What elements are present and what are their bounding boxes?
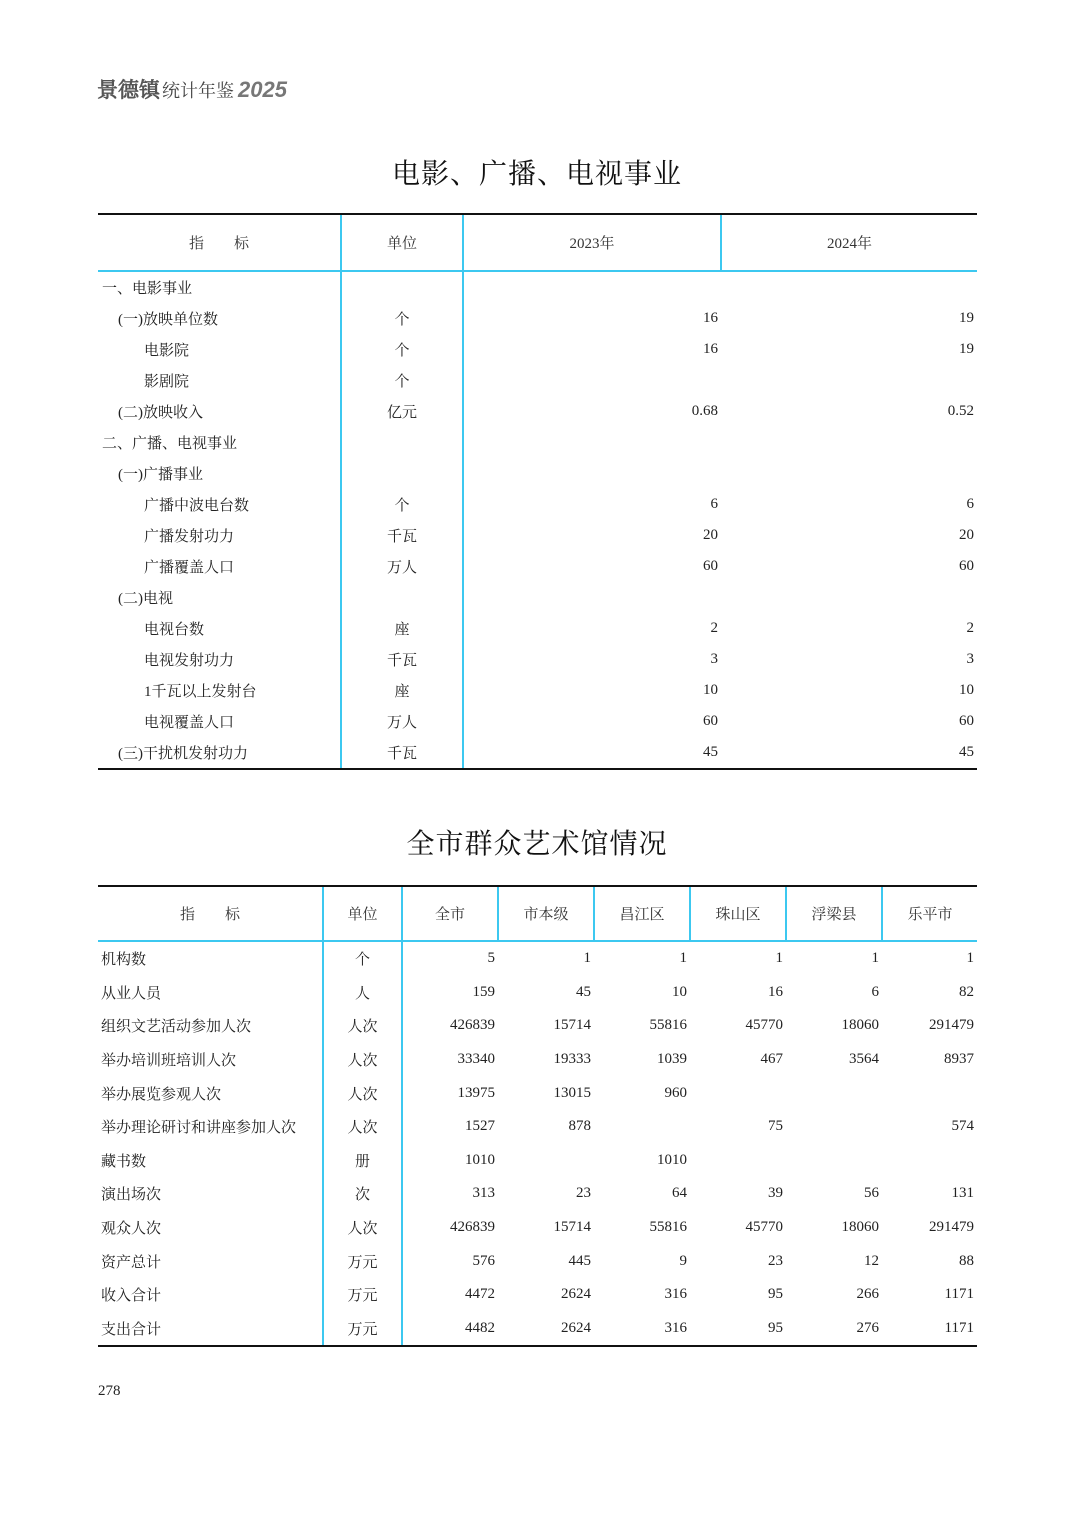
row-label: 组织文艺活动参加人次: [98, 1009, 323, 1043]
value-2024: 6: [966, 496, 974, 512]
row-value: 13975: [457, 1084, 495, 1101]
row-value: [786, 1110, 882, 1144]
row-value: [882, 1076, 977, 1110]
header-subtitle: 统计年鉴: [162, 81, 234, 101]
row-value: 131: [951, 1185, 974, 1202]
value-2024: 3: [966, 651, 974, 667]
art-center-table: [98, 885, 977, 1347]
row-label: (二)放映收入: [98, 396, 341, 427]
row-unit: [341, 271, 463, 303]
value-2023: 20: [703, 527, 718, 543]
page-number: 278: [98, 1383, 121, 1399]
row-value: 878: [568, 1118, 591, 1135]
row-label: 资产总计: [98, 1244, 323, 1278]
row-label: 电视发射功力: [98, 644, 341, 675]
table-row: [98, 1211, 977, 1245]
row-unit: 万人: [341, 706, 463, 737]
row-value: 1171: [882, 1312, 977, 1347]
value-2023: 2: [710, 620, 718, 636]
row-label: 演出场次: [98, 1177, 323, 1211]
table-row: [98, 551, 977, 582]
column-header: 市本级: [498, 886, 594, 941]
row-label: 举办展览参观人次: [98, 1076, 323, 1110]
row-value: 1: [871, 950, 879, 967]
table-row: [98, 675, 977, 706]
row-unit: 次: [323, 1177, 402, 1211]
row-label: 从业人员: [98, 976, 323, 1010]
row-label: (三)干扰机发射功力: [98, 737, 341, 769]
row-value: 45770: [745, 1219, 783, 1236]
table-row: [98, 1009, 977, 1043]
row-value: 5: [487, 950, 495, 967]
value-2023: 60: [703, 558, 718, 574]
row-value: 574: [951, 1118, 974, 1135]
table-row: [98, 1144, 977, 1178]
row-unit: 人: [323, 976, 402, 1010]
value-2024: 45: [721, 737, 977, 769]
col-indicator: 指 标: [98, 214, 341, 271]
table-row: [98, 396, 977, 427]
row-value: 2624: [561, 1286, 591, 1303]
row-value: 276: [786, 1312, 882, 1347]
row-label: 机构数: [98, 941, 323, 976]
row-value: 1039: [657, 1051, 687, 1068]
value-2024: 19: [959, 341, 974, 357]
row-value: 16: [768, 983, 783, 1000]
row-unit: 个: [341, 303, 463, 334]
row-value: 576: [472, 1252, 495, 1269]
row-label: 举办培训班培训人次: [98, 1043, 323, 1077]
row-unit: 万元: [323, 1312, 402, 1347]
table-row: [98, 582, 977, 613]
row-value: 2624: [498, 1312, 594, 1347]
row-value: 15714: [553, 1219, 591, 1236]
table-row: [98, 334, 977, 365]
row-value: 316: [664, 1286, 687, 1303]
value-2024: 19: [959, 310, 974, 326]
value-2023: [463, 458, 721, 489]
row-value: 4482: [402, 1312, 498, 1347]
table2-title: 全市群众艺术馆情况: [406, 829, 668, 860]
value-2024: [721, 271, 977, 303]
column-header: 单位: [323, 886, 402, 941]
row-unit: 个: [341, 489, 463, 520]
table-row: [98, 1076, 977, 1110]
row-value: 1: [775, 950, 783, 967]
film-broadcast-tv-table: [98, 213, 977, 770]
row-value: 64: [672, 1185, 687, 1202]
row-value: 1010: [657, 1151, 687, 1168]
table-row: [98, 1177, 977, 1211]
row-value: 33340: [457, 1051, 495, 1068]
running-header: [97, 74, 287, 104]
row-value: 12: [864, 1252, 879, 1269]
value-2023: [463, 365, 721, 396]
value-2023: 0.68: [691, 403, 718, 419]
row-label: (一)广播事业: [98, 458, 341, 489]
row-value: 4472: [465, 1286, 495, 1303]
row-value: 95: [768, 1286, 783, 1303]
row-value: [786, 1144, 882, 1178]
column-header: 指 标: [98, 886, 323, 941]
value-2024: 0.52: [947, 403, 974, 419]
row-value: 23: [768, 1252, 783, 1269]
row-label: 收入合计: [98, 1278, 323, 1312]
row-label: (二)电视: [98, 582, 341, 613]
col-2024: 2024年: [721, 214, 977, 271]
value-2024: 60: [959, 558, 974, 574]
row-unit: 座: [341, 675, 463, 706]
row-value: 1: [679, 950, 687, 967]
row-value: 8937: [944, 1051, 974, 1068]
row-unit: 个: [341, 365, 463, 396]
row-value: 1171: [944, 1286, 974, 1303]
value-2023: [463, 427, 721, 458]
row-unit: 千瓦: [341, 644, 463, 675]
table-row: [98, 427, 977, 458]
row-value: 82: [959, 983, 974, 1000]
row-value: 1: [966, 950, 974, 967]
value-2023: [463, 582, 721, 613]
row-value: 45: [576, 983, 591, 1000]
table-row: [98, 271, 977, 303]
row-unit: 人次: [323, 1076, 402, 1110]
row-unit: 人次: [323, 1009, 402, 1043]
value-2024: [721, 582, 977, 613]
row-label: 观众人次: [98, 1211, 323, 1245]
value-2023: 3: [710, 651, 718, 667]
row-value: 9: [679, 1252, 687, 1269]
value-2024: 10: [959, 682, 974, 698]
row-value: 316: [594, 1312, 690, 1347]
row-unit: 个: [341, 334, 463, 365]
value-2023: 10: [703, 682, 718, 698]
value-2024: [721, 458, 977, 489]
table-row: [98, 1110, 977, 1144]
row-value: [498, 1144, 594, 1178]
column-header: 珠山区: [690, 886, 786, 941]
table-row: [98, 303, 977, 334]
row-label: 影剧院: [98, 365, 341, 396]
column-header: 昌江区: [594, 886, 690, 941]
row-label: 1千瓦以上发射台: [98, 675, 341, 706]
value-2023: 6: [710, 496, 718, 512]
row-value: 1: [583, 950, 591, 967]
column-header: 浮梁县: [786, 886, 882, 941]
row-value: 960: [664, 1084, 687, 1101]
row-label: 二、广播、电视事业: [98, 427, 341, 458]
row-label: 广播发射功力: [98, 520, 341, 551]
row-value: 291479: [929, 1017, 974, 1034]
row-unit: 座: [341, 613, 463, 644]
row-value: [786, 1076, 882, 1110]
row-value: 467: [760, 1051, 783, 1068]
row-value: 10: [672, 983, 687, 1000]
row-value: 15714: [553, 1017, 591, 1034]
row-label: 广播中波电台数: [98, 489, 341, 520]
row-label: 举办理论研讨和讲座参加人次: [98, 1110, 323, 1144]
row-unit: 人次: [323, 1110, 402, 1144]
value-2023: 16: [703, 341, 718, 357]
row-label: (一)放映单位数: [98, 303, 341, 334]
row-unit: [341, 427, 463, 458]
table-row: [98, 644, 977, 675]
table-row: [98, 458, 977, 489]
row-value: 159: [472, 983, 495, 1000]
header-year: 2025: [238, 77, 287, 102]
row-value: 291479: [929, 1219, 974, 1236]
row-label: 支出合计: [98, 1312, 323, 1347]
column-header: 全市: [402, 886, 498, 941]
row-value: 55816: [649, 1219, 687, 1236]
row-unit: 册: [323, 1144, 402, 1178]
row-value: 13015: [553, 1084, 591, 1101]
table-row: [98, 976, 977, 1010]
row-value: [690, 1144, 786, 1178]
value-2024: [721, 427, 977, 458]
row-value: 1527: [465, 1118, 495, 1135]
value-2023: 60: [703, 713, 718, 729]
row-value: 426839: [450, 1219, 495, 1236]
row-value: 266: [856, 1286, 879, 1303]
value-2024: 20: [959, 527, 974, 543]
row-value: [882, 1144, 977, 1178]
col-unit: 单位: [341, 214, 463, 271]
row-value: 445: [568, 1252, 591, 1269]
row-value: [594, 1110, 690, 1144]
table-row: [98, 520, 977, 551]
row-value: 23: [576, 1185, 591, 1202]
row-unit: [341, 582, 463, 613]
row-label: 电视台数: [98, 613, 341, 644]
value-2023: 16: [703, 310, 718, 326]
row-value: 95: [690, 1312, 786, 1347]
row-value: 19333: [553, 1051, 591, 1068]
row-unit: 万元: [323, 1244, 402, 1278]
header-brand: 景德镇: [97, 79, 160, 102]
table-row: [98, 1278, 977, 1312]
row-unit: 人次: [323, 1043, 402, 1077]
row-value: 75: [768, 1118, 783, 1135]
table1-title: 电影、广播、电视事业: [391, 159, 682, 190]
value-2023: [463, 271, 721, 303]
value-2024: 60: [959, 713, 974, 729]
row-unit: 个: [323, 941, 402, 976]
row-unit: [341, 458, 463, 489]
table-row: [98, 1043, 977, 1077]
row-unit: 万人: [341, 551, 463, 582]
row-value: 18060: [841, 1017, 879, 1034]
table-row: [98, 737, 977, 769]
row-value: 45770: [745, 1017, 783, 1034]
row-value: 426839: [450, 1017, 495, 1034]
value-2023: 45: [463, 737, 721, 769]
row-unit: 亿元: [341, 396, 463, 427]
table-row: [98, 489, 977, 520]
row-label: 电视覆盖人口: [98, 706, 341, 737]
row-unit: 万元: [323, 1278, 402, 1312]
table-row: [98, 365, 977, 396]
row-value: 18060: [841, 1219, 879, 1236]
row-label: 电影院: [98, 334, 341, 365]
row-unit: 千瓦: [341, 737, 463, 769]
table-row: [98, 941, 977, 976]
row-value: 55816: [649, 1017, 687, 1034]
table-row: [98, 1312, 977, 1347]
column-header: 乐平市: [882, 886, 977, 941]
row-value: 6: [871, 983, 879, 1000]
row-value: 1010: [465, 1151, 495, 1168]
col-2023: 2023年: [463, 214, 721, 271]
table-row: [98, 706, 977, 737]
row-label: 藏书数: [98, 1144, 323, 1178]
row-value: 56: [864, 1185, 879, 1202]
row-unit: 人次: [323, 1211, 402, 1245]
table-row: [98, 613, 977, 644]
row-value: 39: [768, 1185, 783, 1202]
value-2024: [721, 365, 977, 396]
row-value: 313: [472, 1185, 495, 1202]
value-2024: 2: [966, 620, 974, 636]
row-unit: 千瓦: [341, 520, 463, 551]
row-value: [690, 1076, 786, 1110]
row-value: 88: [959, 1252, 974, 1269]
row-label: 一、电影事业: [98, 271, 341, 303]
row-label: 广播覆盖人口: [98, 551, 341, 582]
row-value: 3564: [849, 1051, 879, 1068]
table-row: [98, 1244, 977, 1278]
